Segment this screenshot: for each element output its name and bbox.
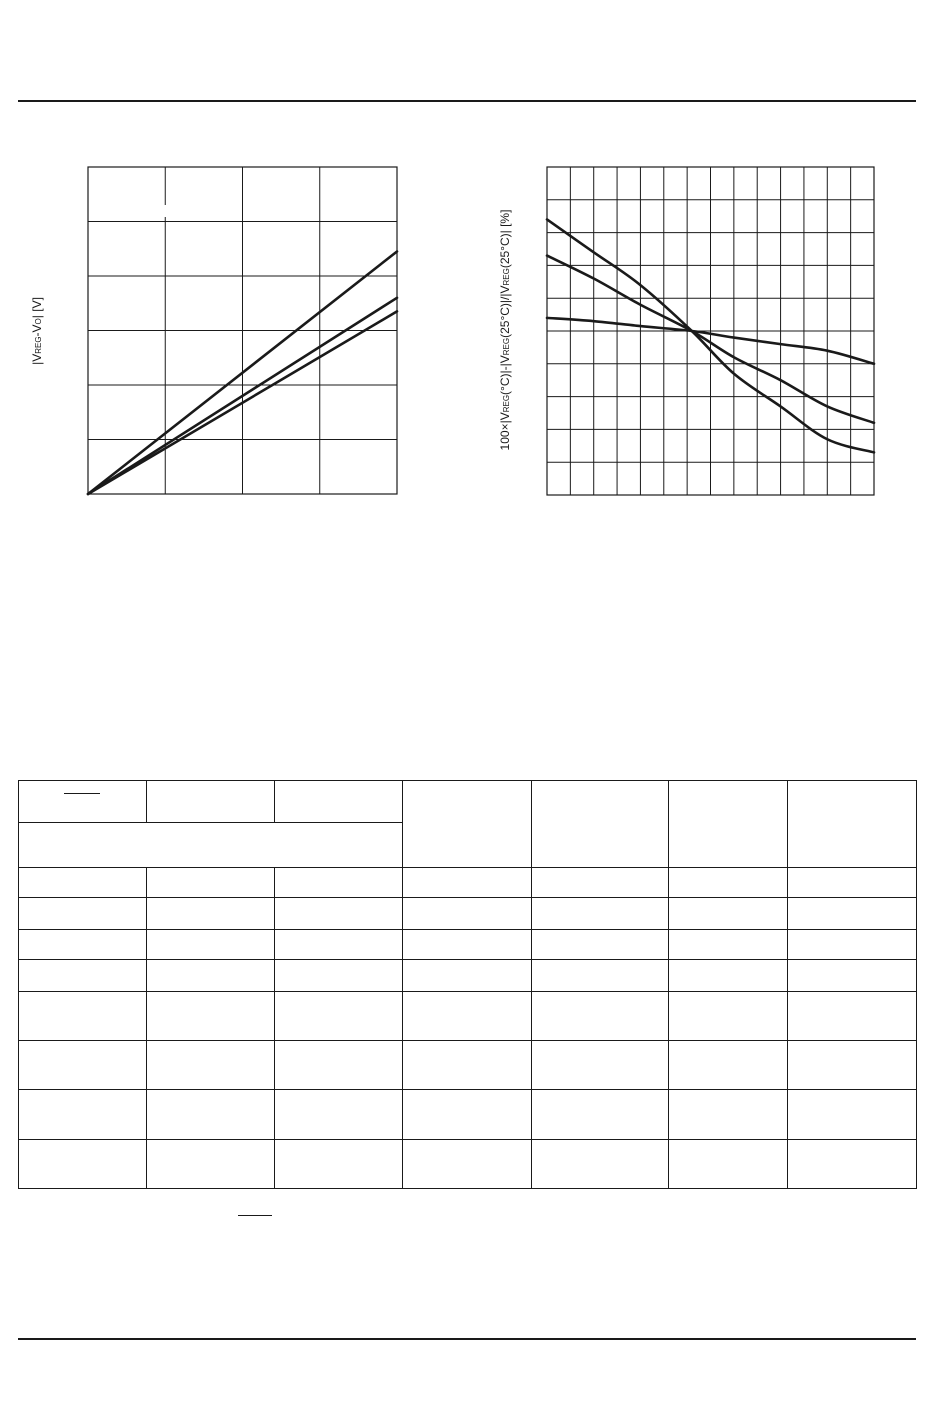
table-cell: [532, 1041, 669, 1090]
table-cell: [403, 1041, 532, 1090]
table-cell: [788, 1041, 917, 1090]
table-cell: [275, 992, 403, 1041]
table-cell: [275, 930, 403, 960]
table-cell: [403, 781, 532, 868]
table-cell: [532, 1090, 669, 1140]
table-cell: [669, 960, 788, 992]
table-cell: [403, 898, 532, 930]
table-cell: [788, 992, 917, 1041]
table-cell: [19, 898, 147, 930]
table-cell: [788, 898, 917, 930]
table-cell: [788, 1140, 917, 1189]
table-cell: [788, 781, 917, 868]
table-cell: [532, 992, 669, 1041]
table-cell: [19, 930, 147, 960]
right-chart-ylabel: 100×|VREG(°C)|-|VREG(25°C)|/|VREG(25°C)| [%]: [498, 209, 512, 451]
overbar: [64, 793, 100, 794]
table-cell: [532, 868, 669, 898]
table-cell: [19, 1041, 147, 1090]
table-row: [19, 898, 917, 930]
table-row: [19, 992, 917, 1041]
table-cell: [669, 898, 788, 930]
table-cell: [147, 898, 275, 930]
table-cell: [147, 1041, 275, 1090]
table-cell: [147, 1140, 275, 1189]
table-cell: [147, 781, 275, 823]
table-cell: [19, 1090, 147, 1140]
left-chart: [88, 167, 397, 494]
table-cell: [19, 960, 147, 992]
table-header-row-1: [19, 781, 917, 823]
table-cell: [275, 898, 403, 930]
table-cell: [788, 1090, 917, 1140]
table-cell: [669, 868, 788, 898]
right-chart: [547, 167, 874, 495]
table-cell: [147, 960, 275, 992]
table-row: [19, 868, 917, 898]
table-cell: [788, 960, 917, 992]
table-cell: [669, 992, 788, 1041]
table-cell: [403, 992, 532, 1041]
table-cell: [532, 930, 669, 960]
table-cell: [403, 1140, 532, 1189]
table-cell: [669, 1140, 788, 1189]
table-cell: [788, 930, 917, 960]
table-row: [19, 1090, 917, 1140]
table-cell: [19, 1140, 147, 1189]
table-cell: [532, 960, 669, 992]
table-cell: [788, 868, 917, 898]
table-cell: [403, 1090, 532, 1140]
table-cell: [403, 930, 532, 960]
table-cell: [275, 960, 403, 992]
bottom-rule: [18, 1338, 916, 1340]
table-cell: [19, 823, 403, 868]
table-row: [19, 1140, 917, 1189]
table-cell: [403, 960, 532, 992]
table-cell: [532, 781, 669, 868]
table-cell: [147, 868, 275, 898]
table-cell: [275, 1041, 403, 1090]
table-cell: [19, 992, 147, 1041]
table-cell: [275, 781, 403, 823]
table-cell: [275, 1090, 403, 1140]
table-cell: [532, 1140, 669, 1189]
table-cell: [147, 930, 275, 960]
table-cell: [669, 1041, 788, 1090]
table-row: [19, 1041, 917, 1090]
table-row: [19, 930, 917, 960]
left-chart-ylabel: |VREG-VO| [V]: [30, 297, 44, 365]
table-cell: [147, 1090, 275, 1140]
table-cell: [403, 868, 532, 898]
spec-table: [18, 780, 917, 1189]
table-cell: [275, 868, 403, 898]
table-cell: [19, 868, 147, 898]
table-cell: [669, 930, 788, 960]
table-cell: [669, 781, 788, 868]
table-row: [19, 960, 917, 992]
table-cell: [669, 1090, 788, 1140]
table-cell: [275, 1140, 403, 1189]
footnote-overbar: [238, 1215, 272, 1216]
charts-canvas: [0, 0, 950, 600]
table-cell: [147, 992, 275, 1041]
table-cell: [19, 781, 147, 823]
table-cell: [532, 898, 669, 930]
